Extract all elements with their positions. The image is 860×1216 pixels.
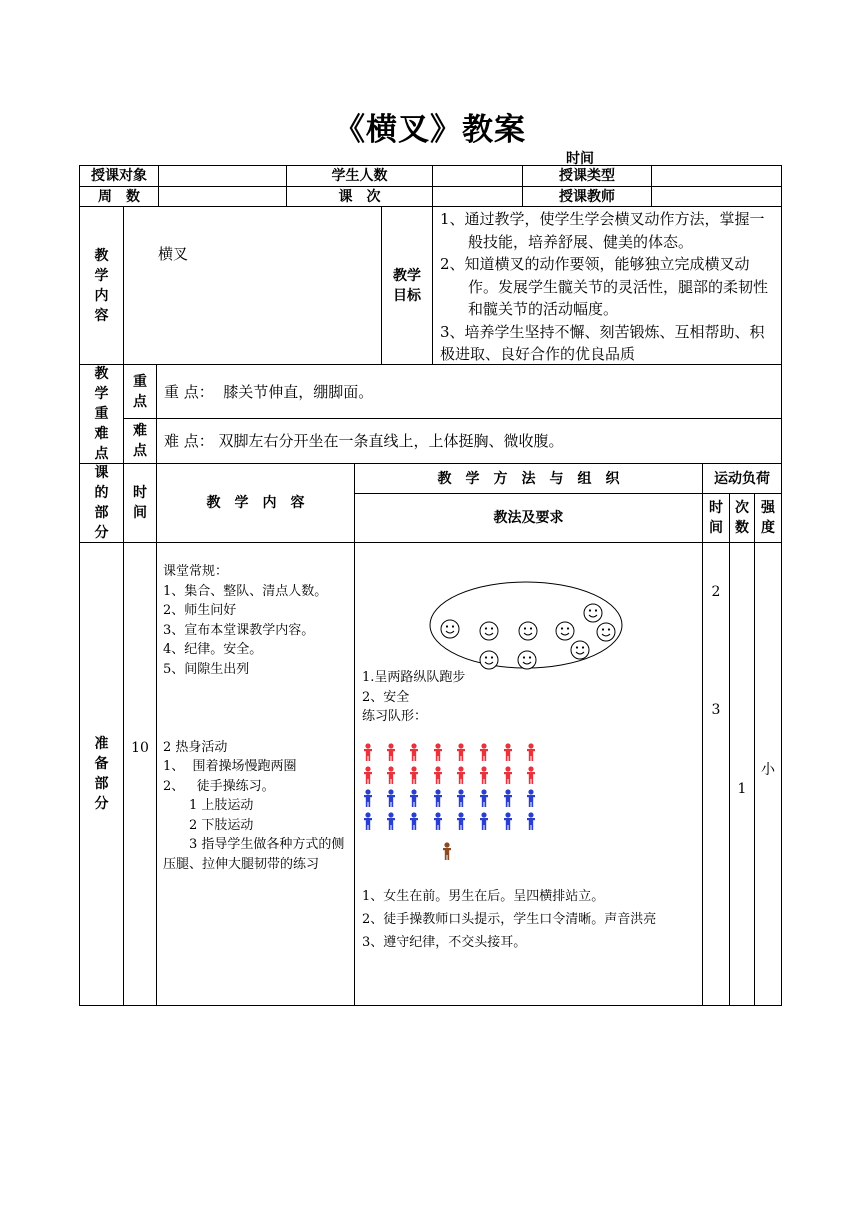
hard-point-text: 难 点： 双脚左右分开坐在一条直线上，上体挺胸、微收腹。 — [164, 432, 564, 450]
person-icon — [480, 743, 488, 761]
person-icon — [434, 812, 442, 830]
col-load-count: 次 数 — [735, 500, 749, 536]
goal-item: 1、通过教学，使学生学会横叉动作方法，掌握一般技能，培养舒展、健美的体态。 — [440, 210, 765, 251]
key-point-text: 重 点： 膝关节伸直，绷脚面。 — [164, 383, 374, 401]
lesson-label: 课 次 — [338, 188, 381, 205]
text-line: 2、 徒手操练习。 — [163, 778, 275, 794]
person-icon — [527, 766, 535, 784]
person-icon — [410, 766, 418, 784]
col-method: 教 学 方 法 与 组 织 — [437, 470, 620, 487]
target-label: 授课对象 — [91, 168, 147, 184]
col-part: 课 的 部 分 — [94, 465, 109, 541]
content-label: 教 学 内 容 — [94, 247, 109, 324]
person-icon — [434, 789, 442, 807]
hard-point-label: 难 点 — [133, 423, 147, 459]
person-icon — [504, 812, 512, 830]
person-icon — [410, 812, 418, 830]
text-line: 3 指导学生做各种方式的侧压腿、拉伸大腿韧带的练习 — [163, 837, 345, 872]
teacher-label: 授课教师 — [559, 188, 615, 205]
text-line: 练习队形： — [362, 709, 428, 724]
person-icon — [410, 743, 418, 761]
person-icon — [527, 789, 535, 807]
col-load-intensity: 强 度 — [761, 500, 775, 536]
person-icon — [364, 789, 372, 807]
smiley-face-icon — [597, 623, 615, 641]
students-label: 学生人数 — [331, 168, 388, 184]
smiley-face-icon — [571, 641, 589, 659]
person-icon — [480, 766, 488, 784]
person-icon — [504, 743, 512, 761]
goal-item: 3、培养学生坚持不懈、刻苦锻炼、互相帮助、积极进取、良好合作的优良品质 — [440, 322, 765, 363]
person-icon — [457, 743, 465, 761]
smiley-face-icon — [518, 651, 536, 669]
smiley-face-icon — [480, 622, 498, 640]
load-time-1: 2 — [711, 584, 721, 600]
text-line: 4、纪律。安全。 — [163, 642, 263, 657]
text-line: 2 下肢运动 — [163, 817, 254, 833]
person-icon — [410, 789, 418, 807]
person-icon — [364, 812, 372, 830]
person-icon — [364, 743, 372, 761]
person-icon — [480, 789, 488, 807]
content-value: 横叉 — [158, 245, 189, 263]
text-line: 1、女生在前。男生在后。呈四横排站立。 — [362, 889, 605, 904]
method-bottom — [362, 885, 696, 954]
person-icon — [387, 812, 395, 830]
person-icon — [434, 743, 442, 761]
text-line: 3、宣布本堂课教学内容。 — [163, 622, 315, 638]
text-line: 2、师生问好 — [163, 603, 237, 618]
smiley-face-icon — [519, 622, 537, 640]
person-icon — [504, 789, 512, 807]
col-time: 时 间 — [133, 485, 147, 521]
col-load-time: 时 间 — [709, 500, 723, 536]
person-icon — [387, 766, 395, 784]
key-point-label: 重 点 — [133, 373, 147, 410]
smiley-face-icon — [441, 620, 459, 638]
text-line: 1 上肢运动 — [163, 798, 254, 813]
time-label: 时间 — [566, 151, 594, 167]
person-icon — [457, 789, 465, 807]
col-load: 运动负荷 — [714, 470, 770, 487]
prep-part-label: 准 备 部 分 — [94, 736, 109, 812]
prep-time: 10 — [131, 740, 149, 756]
text-line: 1.呈两路纵队跑步 — [362, 670, 466, 685]
smiley-face-icon — [556, 622, 574, 640]
smiley-face-icon — [584, 604, 602, 622]
person-icon — [364, 766, 372, 784]
person-icon — [387, 743, 395, 761]
col-content: 教 学 内 容 — [206, 495, 305, 511]
text-line: 课堂常规： — [163, 564, 229, 579]
load-intensity: 小 — [761, 762, 775, 778]
person-icon — [443, 842, 451, 860]
week-label: 周 数 — [98, 188, 140, 205]
person-icon — [387, 789, 395, 807]
col-method-sub: 教法及要求 — [493, 510, 564, 526]
difficulty-label: 教 学 重 难 点 — [94, 366, 109, 462]
page-title: 《横叉》教案 — [334, 112, 526, 148]
person-icon — [527, 812, 535, 830]
text-line: 2 热身活动 — [163, 739, 228, 755]
load-time-2: 3 — [711, 702, 721, 718]
person-icon — [457, 766, 465, 784]
smiley-face-icon — [480, 651, 498, 669]
text-line: 1、集合、整队、清点人数。 — [163, 583, 328, 599]
person-icon — [504, 766, 512, 784]
goal-label: 教学 目标 — [393, 267, 421, 304]
goal-item: 2、知道横叉的动作要领，能够独立完成横叉动作。发展学生髋关节的灵活性，腿部的柔韧性和髋关节的活动幅度。 — [440, 255, 769, 318]
person-icon — [480, 812, 488, 830]
text-line: 3、遵守纪律，不交头接耳。 — [362, 935, 527, 950]
text-line: 2、安全 — [362, 689, 410, 705]
person-icon — [434, 766, 442, 784]
person-icon — [527, 743, 535, 761]
load-count: 1 — [737, 781, 747, 797]
text-line: 5、间隙生出列 — [163, 661, 250, 677]
text-line: 1、 围着操场慢跑两圈 — [163, 759, 297, 774]
text-line: 2、徒手操教师口头提示，学生口令清晰。声音洪亮 — [362, 912, 657, 927]
person-icon — [457, 812, 465, 830]
type-label: 授课类型 — [559, 168, 615, 184]
